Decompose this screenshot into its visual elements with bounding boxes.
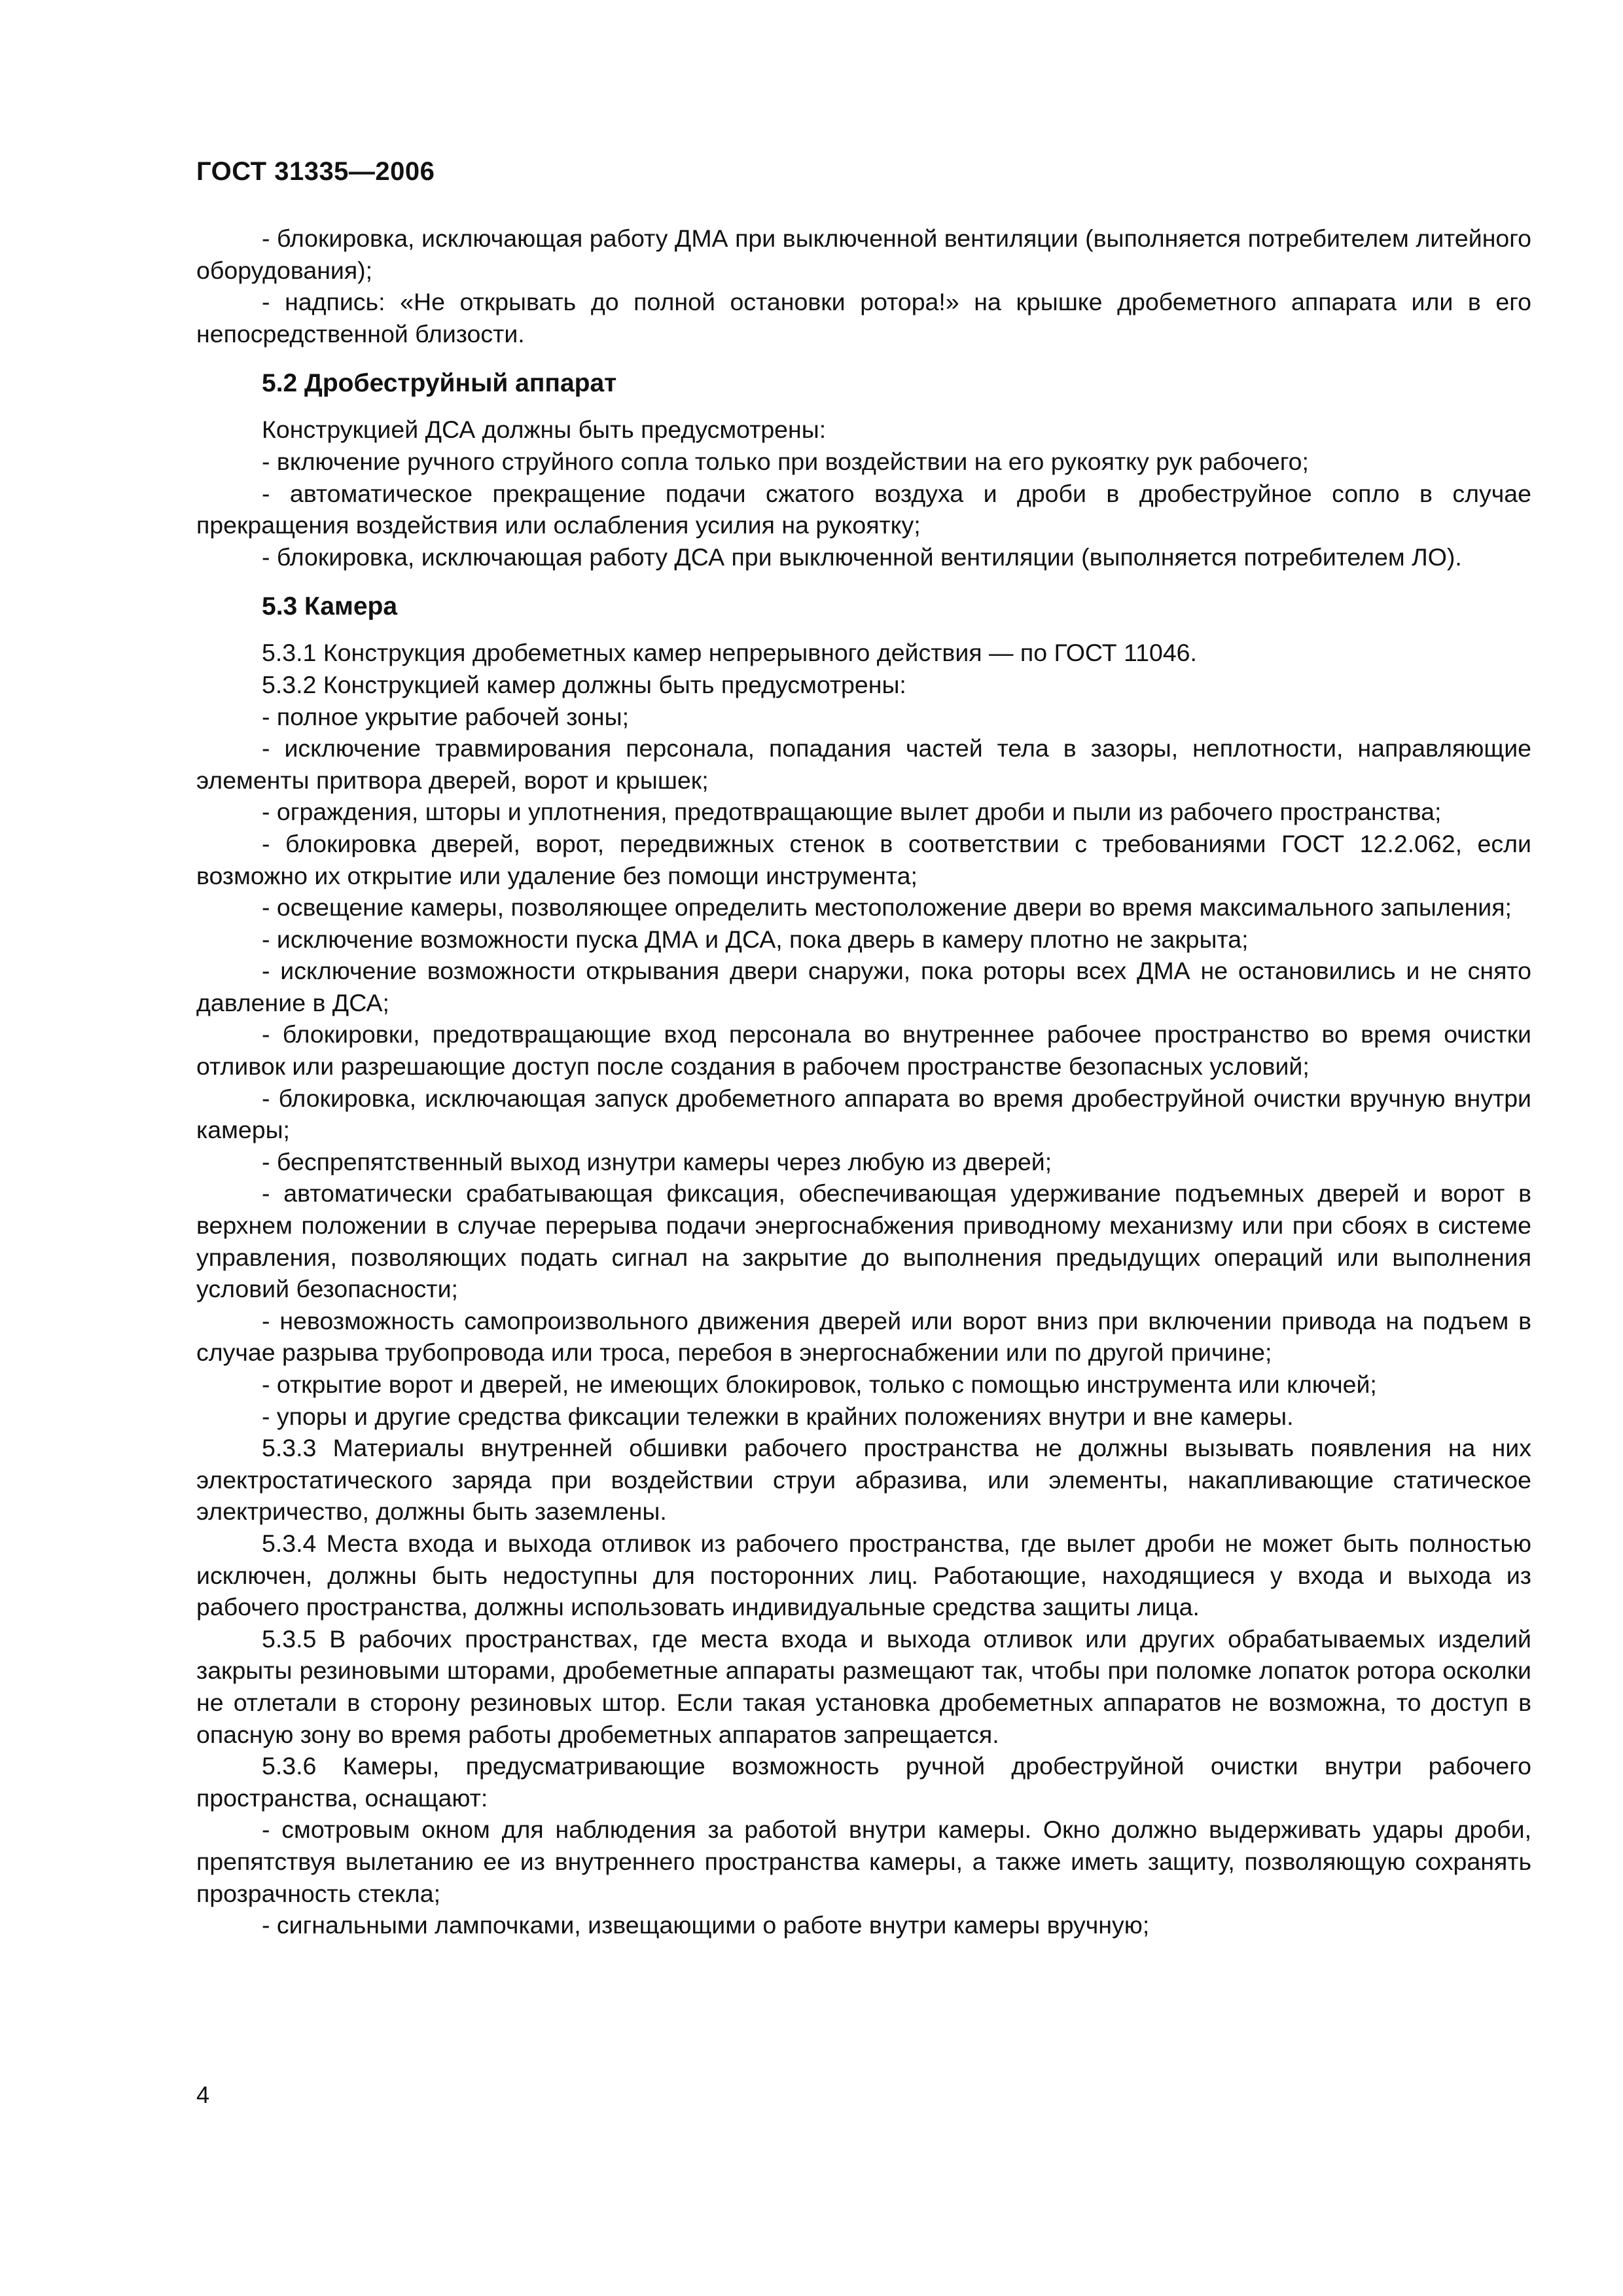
paragraph: - блокировка, исключающая запуск дробеметного аппарата во время дробеструйной очистки вручную внутри камеры;: [196, 1084, 1531, 1144]
paragraph: - блокировка дверей, ворот, передвижных стенок в соответствии с требованиями ГОСТ 12.2.062, если возможно их открытие или удаление без помощи инструмента;: [196, 829, 1531, 889]
paragraph: - исключение травмирования персонала, попадания частей тела в зазоры, неплотности, направляющие элементы притвора дверей, ворот и крышек;: [196, 734, 1531, 794]
paragraph: - включение ручного струйного сопла только при воздействии на его рукоятку рук рабочего;: [262, 447, 1309, 475]
paragraph: 5.3.2 Конструкцией камер должны быть предусмотрены:: [262, 670, 906, 698]
paragraph: - блокировка, исключающая работу ДМА при выключенной вентиляции (выполняется потребителем литейного оборудования);: [196, 224, 1531, 284]
page-number: 4: [196, 2081, 210, 2108]
paragraph: - смотровым окном для наблюдения за работой внутри камеры. Окно должно выдерживать удары дроби, препятствуя вылетанию ее из внутреннего пространства камеры, а также иметь защиту, позволяющую сохранять прозрачность стекла;: [196, 1816, 1531, 1907]
paragraph: - надпись: «Не открывать до полной остановки ротора!» на крышке дробеметного аппарата или в его непосредственной близости.: [196, 288, 1531, 348]
paragraph: - блокировки, предотвращающие вход персонала во внутреннее рабочее пространство во время очистки отливок или разрешающие доступ после создания в рабочем пространстве безопасных условий;: [196, 1020, 1531, 1081]
paragraph: 5.3.1 Конструкция дробеметных камер непрерывного действия — по ГОСТ 11046.: [262, 639, 1197, 667]
paragraph: 5.3.3 Материалы внутренней обшивки рабочего пространства не должны вызывать появления на них электростатического заряда при воздействии струи абразива, или элементы, накапливающие статическое электричество, должны быть заземлены.: [196, 1434, 1531, 1526]
section-heading-5-3: 5.3 Камера: [262, 592, 398, 621]
document-body: [196, 223, 1531, 1941]
paragraph: Конструкцией ДСА должны быть предусмотрены:: [262, 416, 827, 444]
paragraph: 5.3.4 Места входа и выхода отливок из рабочего пространства, где вылет дроби не может быть полностью исключен, должны быть недоступны для посторонних лиц. Работающие, находящиеся у входа и выхода из рабочего пространства, должны использовать индивидуальные средства защиты лица.: [196, 1529, 1531, 1621]
paragraph: - упоры и другие средства фиксации тележки в крайних положениях внутри и вне камеры.: [262, 1402, 1294, 1430]
paragraph: - беспрепятственный выход изнутри камеры через любую из дверей;: [262, 1147, 1052, 1175]
paragraph: - блокировка, исключающая работу ДСА при выключенной вентиляции (выполняется потребителем ЛО).: [262, 543, 1462, 571]
paragraph: - исключение возможности пуска ДМА и ДСА, пока дверь в камеру плотно не закрыта;: [262, 925, 1249, 953]
paragraph: - невозможность самопроизвольного движения дверей или ворот вниз при включении привода на подъем в случае разрыва трубопровода или троса, перебоя в энергоснабжении или по другой причине;: [196, 1306, 1531, 1367]
document-code: ГОСТ 31335—2006: [196, 157, 435, 186]
paragraph: - открытие ворот и дверей, не имеющих блокировок, только с помощью инструмента или ключей;: [262, 1371, 1377, 1398]
section-heading-5-2: 5.2 Дробеструйный аппарат: [262, 369, 617, 398]
paragraph: - сигнальными лампочками, извещающими о работе внутри камеры вручную;: [262, 1911, 1150, 1939]
paragraph: - исключение возможности открывания двери снаружи, пока роторы всех ДМА не остановились и не снято давление в ДСА;: [196, 957, 1531, 1016]
paragraph: - полное укрытие рабочей зоны;: [262, 702, 630, 730]
paragraph: 5.3.5 В рабочих пространствах, где места входа и выхода отливок или других обрабатываемых изделий закрыты резиновыми шторами, дробеметные аппараты размещают так, чтобы при поломке лопаток ротора осколки не отлетали в сторону резиновых штор. Если такая установка дробеметных аппаратов не возможна, то доступ в опасную зону во время работы дробеметных аппаратов запрещается.: [196, 1624, 1531, 1748]
paragraph: - автоматическое прекращение подачи сжатого воздуха и дроби в дробеструйное сопло в случае прекращения воздействия или ослабления усилия на рукоятку;: [196, 479, 1531, 539]
paragraph: - ограждения, шторы и уплотнения, предотвращающие вылет дроби и пыли из рабочего пространства;: [262, 798, 1442, 826]
paragraph: 5.3.6 Камеры, предусматривающие возможность ручной дробеструйной очистки внутри рабочего пространства, оснащают:: [196, 1752, 1531, 1812]
paragraph: - освещение камеры, позволяющее определить местоположение двери во время максимального запыления;: [262, 893, 1512, 922]
paragraph: - автоматически срабатывающая фиксация, обеспечивающая удерживание подъемных дверей и ворот в верхнем положении в случае перерыва подачи энергоснабжения приводному механизму или при сбоях в системе управления, позволяющих подать сигнал на закрытие до выполнения предыдущих операций или выполнения условий безопасности;: [196, 1179, 1531, 1303]
